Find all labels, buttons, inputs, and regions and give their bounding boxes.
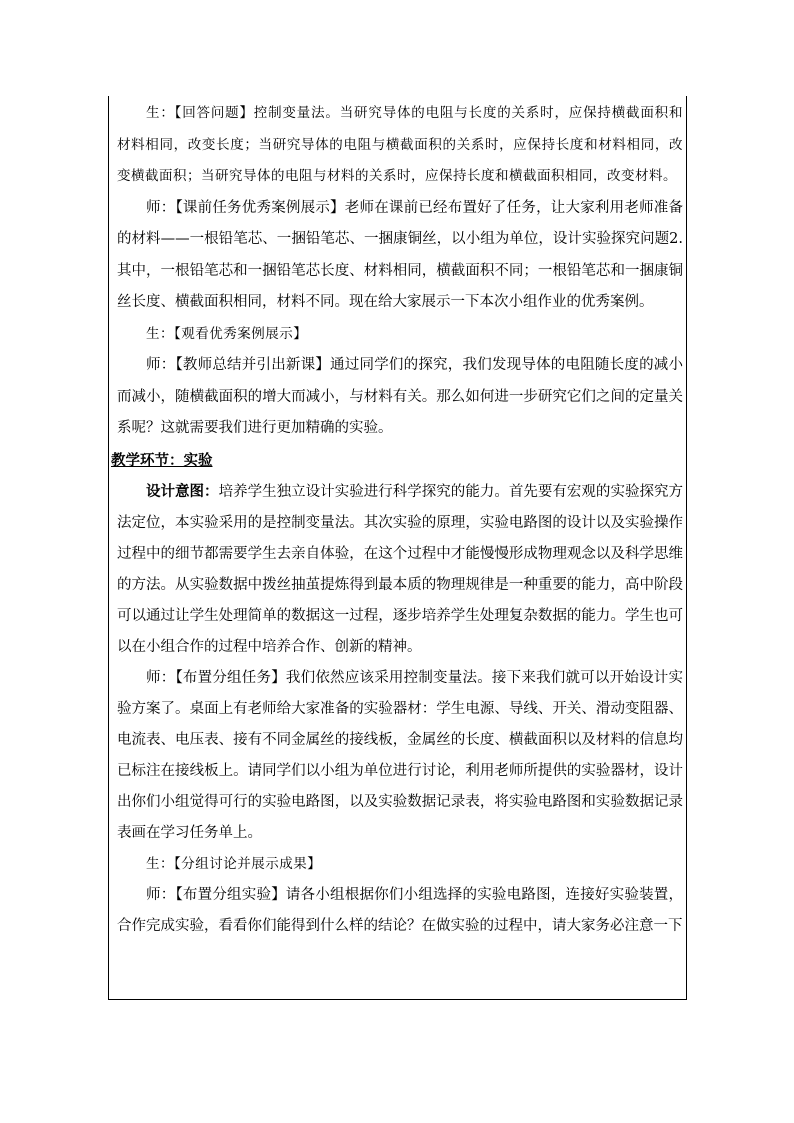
speaker-label: 师： — [146, 886, 176, 903]
paragraph-text: 培养学生独立设计实验进行科学探究的能力。首先要有宏观的实验探究方法定位，本实验采用的是控制变量法。其次实验的原理，实验电路图的设计以及实验操作过程中的细节都需要学生去亲自体验，在这个过程中才能慢慢形成物理观念以及科学思维的方法。从实验数据中拨丝抽茧提炼得到最本质的物理规律是一种重要的能力，高中阶段可以通过让学生处理简单的数据这一过程，逐步培养学生处理复杂数据的能力。学生也可以在小组合作的过程中培养合作、创新的精神。 — [117, 483, 684, 655]
paragraph-student-watch — [117, 319, 683, 351]
paragraph-teacher-group-experiment — [117, 880, 683, 942]
section-title: 教学环节：实验 — [111, 451, 213, 469]
speaker-label: 师： — [146, 669, 176, 686]
document-body — [111, 98, 684, 942]
speaker-label: 生： — [146, 325, 174, 342]
paragraph-text: 【教师总结并引出新课】通过同学们的探究，我们发现导体的电阻随长度的减小而减小，随横截面积的增大而减小，与材料有关。那么如何进一步研究它们之间的定量关系呢？这就需要我们进行更加精确的实验。 — [117, 357, 684, 436]
paragraph-teacher-preclass-task — [117, 193, 683, 319]
design-intent-label: 设计意图： — [146, 482, 219, 500]
paragraph-text: 【布置分组任务】我们依然应该采用控制变量法。接下来我们就可以开始设计实验方案了。桌面上有老师给大家准备的实验器材：学生电源、导线、开关、滑动变阻器、电流表、电压表、接有不同金属丝的接线板，金属丝的长度、横截面积以及材料的信息均已标注在接线板上。请同学们以小组为单位进行讨论，利用老师所提供的实验器材，设计出你们小组觉得可行的实验电路图，以及实验数据记录表，将实验电路图和实验数据记录表画在学习任务单上。 — [117, 669, 684, 841]
paragraph-text: 【课前任务优秀案例展示】老师在课前已经布置好了任务，让大家利用老师准备的材料——一根铅笔芯、一捆铅笔芯、一捆康铜丝，以小组为单位，设计实验探究问题2.其中，一根铅笔芯和一捆铅笔芯长度、材料相同，横截面积不同；一根铅笔芯和一捆康铜丝长度、横截面积相同，材料不同。现在给大家展示一下本次小组作业的优秀案例。 — [117, 199, 684, 310]
speaker-label: 生： — [146, 105, 175, 121]
paragraph-student-answer — [117, 98, 683, 193]
paragraph-text: 【分组讨论并展示成果】 — [174, 855, 322, 872]
paragraph-design-intent — [117, 476, 683, 663]
speaker-label: 师： — [146, 199, 176, 216]
paragraph-text: 【布置分组实验】请各小组根据你们小组选择的实验电路图，连接好实验装置，合作完成实验，看看你们能得到什么样的结论？在做实验的过程中，请大家务必注意一下 — [117, 886, 684, 934]
paragraph-text: 【回答问题】控制变量法。当研究导体的电阻与长度的关系时，应保持横截面积和材料相同，改变长度；当研究导体的电阻与横截面积的关系时，应保持长度和材料相同，改变横截面积；当研究导体的电阻与材料的关系时，应保持长度和横截面积相同，改变材料。 — [117, 105, 684, 184]
paragraph-teacher-group-task — [117, 663, 683, 849]
speaker-label: 师： — [146, 357, 176, 373]
paragraph-text: 【观看优秀案例展示】 — [174, 325, 308, 342]
paragraph-student-discuss — [117, 849, 683, 880]
speaker-label: 生： — [146, 855, 174, 872]
paragraph-teacher-summary — [117, 350, 683, 445]
